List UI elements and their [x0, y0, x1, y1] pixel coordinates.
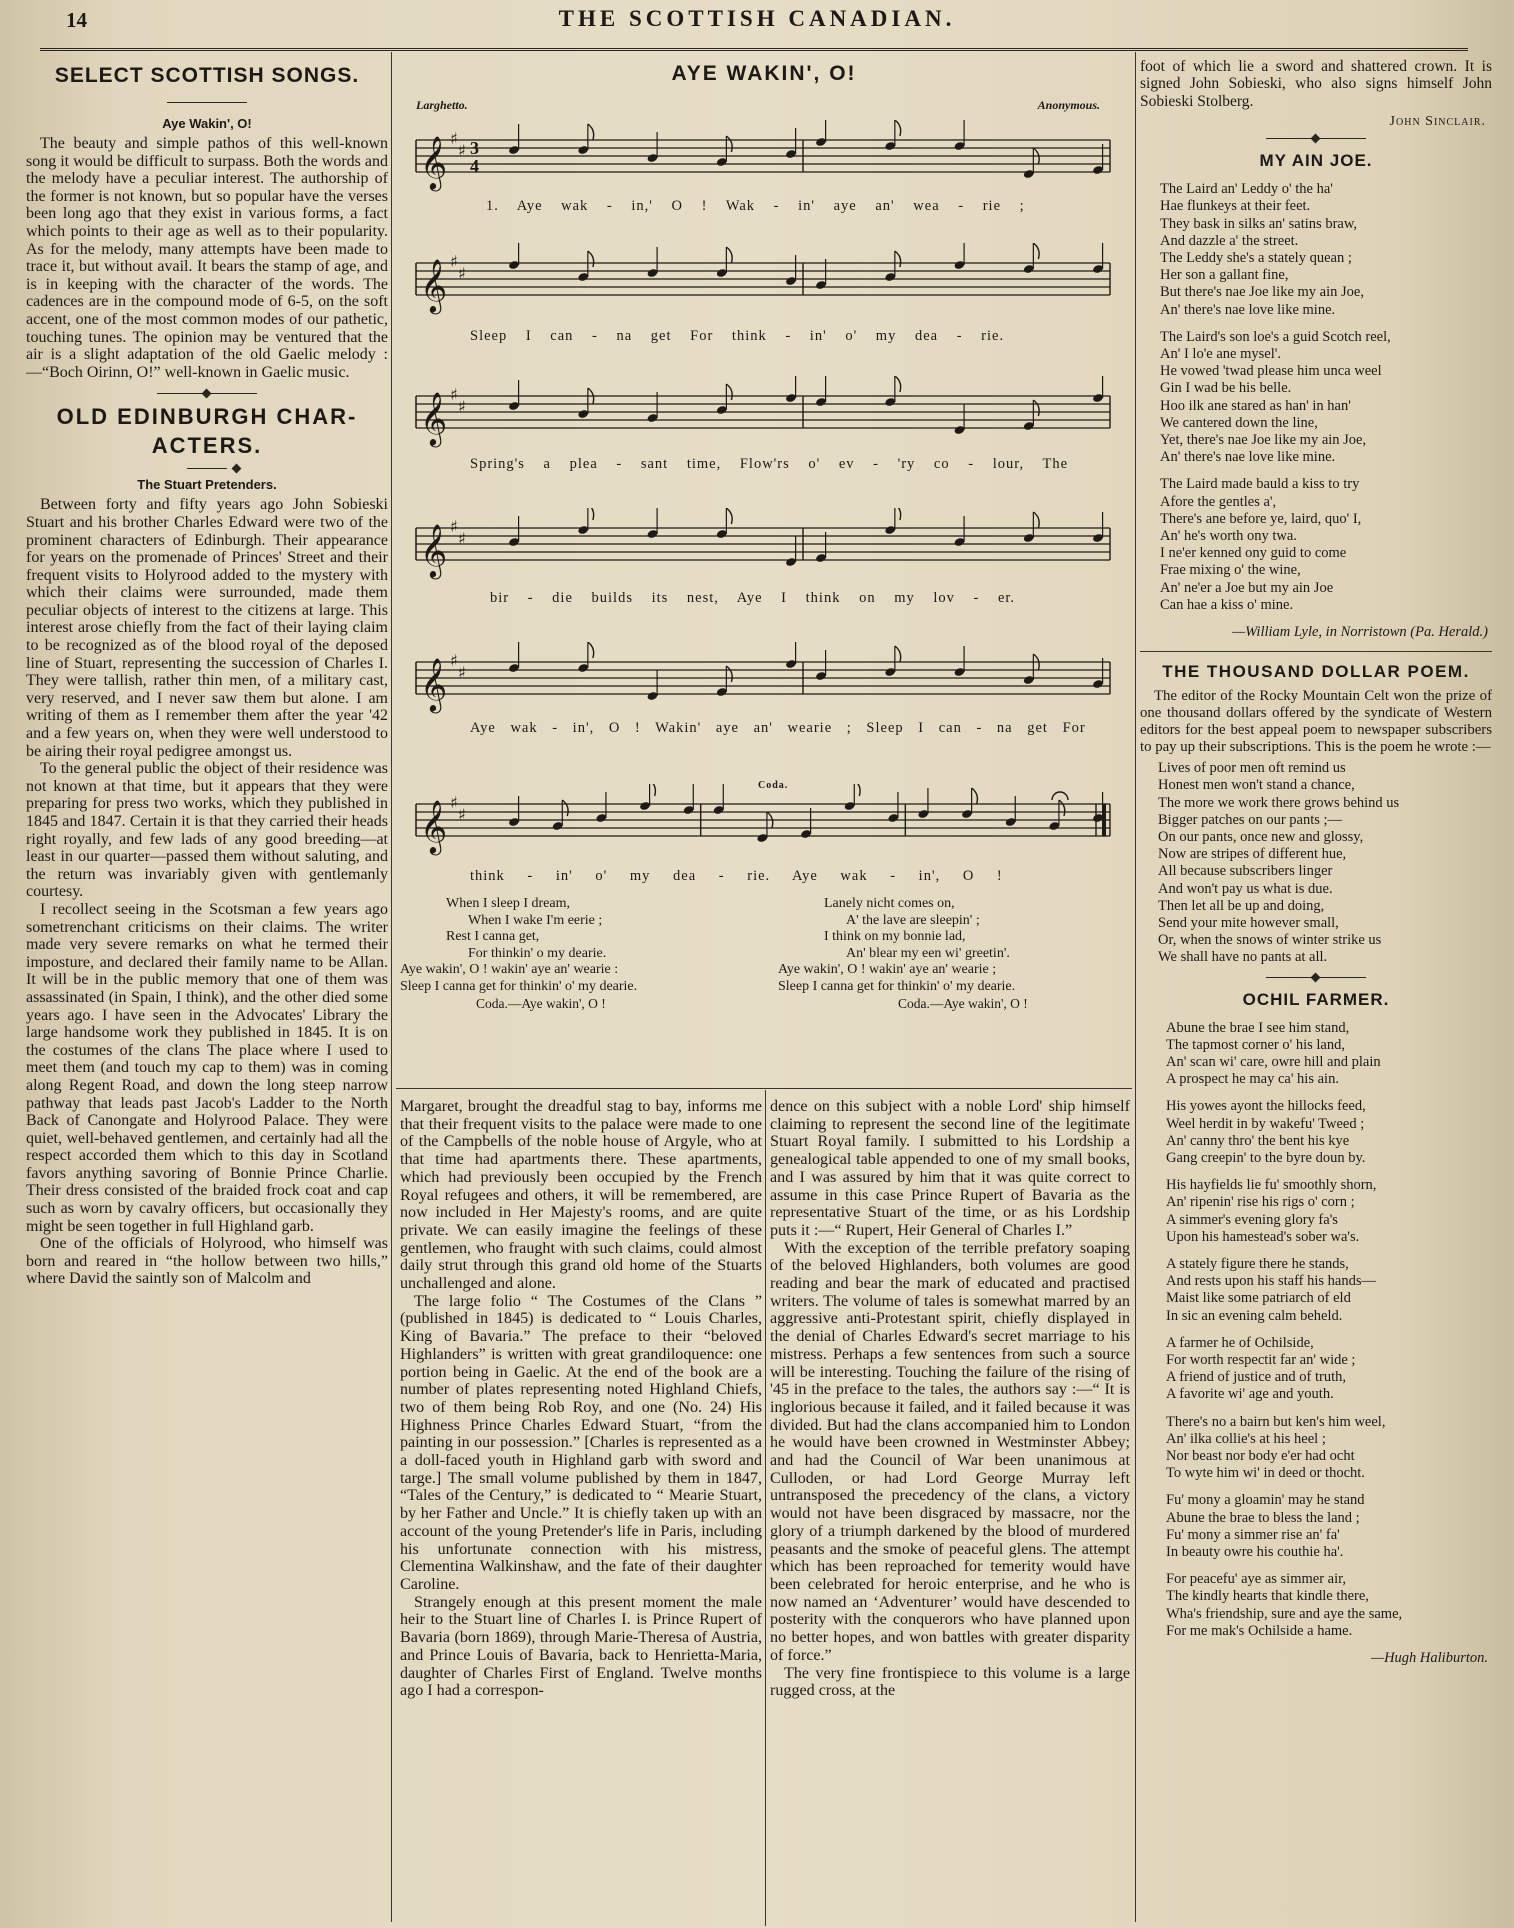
paragraph: Margaret, brought the dreadful stag to bay, informs me that their frequent visits to the palace were made to one of the Campbells of the noble house of Argyle, who at that time had apartments there. These apartments, which had previously been occupied by the French Royal refugees and others, it will be remembered, are now included in Her Majesty's rooms, and are quite private. We can easily imagine the feelings of these gentlemen, who fraught with such claims, could almost daily strut through this grand old home of the Stuarts unchallenged and alone. — [400, 1098, 762, 1293]
note-flag — [895, 251, 901, 267]
poem-title: MY AIN JOE. — [1259, 151, 1373, 171]
middle-prose-right — [770, 1098, 1130, 1924]
paragraph: With the exception of the terrible prefatory soaping of the beloved Highlanders, both volumes are good reading and bear the mark of educated and practised writers. The volume of tales is somewhat marred by an aggressive anti-Protestant spirit, chiefly displayed in the denial of Charles Edward's secret marriage to his mistress. Perhaps a few sentences from such a source will be interesting. Touching the failure of the rising of '45 in the preface to the tales, the authors say :—“ It is inglorious because it failed, and it failed because it was divided. But had the clans accompanied him to London he would have been crowned in Westminster Abbey; and had the Council of War been unanimous at Culloden, or had Lord George Murray left untransposed the precedency of the clans, a victory would not have been disgraced by massacre, nor the glory of a triumph darkened by the blood of murdered peasants and the smoke of peaceful glens. The attempt which has been reproached for temerity would have been celebrated for heroic enterprise, and he who is now named an ‘Adventurer’ would have descended to posterity with the conquerors who have planned upon no better hopes, and won battles with greater disparity of force.” — [770, 1239, 1130, 1664]
lyric-line: Aye wak - in', O ! Wakin' aye an' wearie ; Sleep I can - na get For — [470, 720, 1086, 736]
sharp-icon: ♯ — [450, 517, 458, 536]
article-title — [26, 402, 388, 460]
left-column — [26, 58, 388, 1924]
poem-stanza: A stately figure there he stands, And rests upon his staff his hands— Maist like some patriarch of eld In sic an evening calm beheld. — [1166, 1255, 1376, 1324]
lyric-line: Sleep I can - na get For think - in' o' my dea - rie. — [470, 328, 1005, 344]
music-stave — [406, 784, 1120, 870]
sharp-icon: ♯ — [450, 651, 458, 670]
note-flag — [895, 508, 901, 520]
ornament — [1266, 977, 1366, 978]
paragraph: dence on this subject with a noble Lord' ship himself claiming to represent the second line of the legitimate Stuart Royal family. I submitted to his Lordship a genealogical table appended to one of my small books, and I was assured by him that it was quite correct to assume in this case Prince Rupert of Bavaria as the representative Stuart of the time, or as his Lordship puts it :—“ Rupert, Heir General of Charles I.” — [770, 1098, 1130, 1239]
verse-line: Sleep I canna get for thinkin' o' my dearie. — [778, 978, 1016, 994]
note-flag — [854, 784, 860, 796]
middle-prose-left — [400, 1098, 762, 1924]
note-flag — [588, 642, 594, 658]
poem-title: OCHIL FARMER. — [1242, 989, 1390, 1009]
music-stave — [406, 120, 1120, 206]
article-title-line: ACTERS. — [151, 433, 263, 459]
sharp-icon: ♯ — [458, 663, 466, 682]
sharp-icon: ♯ — [450, 385, 458, 404]
note-flag — [1033, 243, 1039, 259]
article-title-line: OLD EDINBURGH CHAR- — [56, 404, 358, 430]
treble-clef-icon: 𝄞 — [420, 523, 448, 577]
composer: Anonymous. — [1037, 98, 1100, 112]
column-rule-left — [391, 52, 392, 1922]
verse-line: When I wake I'm eerie ; — [468, 912, 603, 928]
song-verses — [396, 896, 1132, 1086]
article-subtitle: The Stuart Pretenders. — [137, 477, 277, 493]
song-intro: The beauty and simple pathos of this well-known song it would be difficult to surpass. Both the words and the melody have a peculiar interest. The authorship of the former is not known, but so popular have the verses been long ago that they exist in various forms, a fact which points to their age as well as to their popularity. As for the melody, many attempts have been made to trace it, but without avail. It bears the stamp of age, and is in keeping with the character of the words. The cadences are in the compound mode of 6-5, on the soft accent, one of the most common modes of our pathetic, touching tunes. The opinion may be ventured that the air is a slight adaptation of the old Gaelic melody :—“Boch Oirinn, O!” well-known in Gaelic music. — [26, 135, 388, 381]
note-flag — [562, 800, 568, 816]
poem-attribution: —William Lyle, in Norristown (Pa. Herald.) — [1232, 624, 1488, 641]
note-flag — [726, 666, 732, 682]
note-flag — [726, 136, 732, 152]
paper-title: THE SCOTTISH CANADIAN. — [558, 6, 956, 31]
verse-line: An' blear my een wi' greetin'. — [846, 945, 1010, 961]
sheet-music — [396, 58, 1132, 1013]
poem-stanza: His yowes ayont the hillocks feed, Weel herdit in by wakefu' Tweed ; An' canny thro' the bent his kye Gang creepin' to the byre doun by. — [1166, 1098, 1366, 1166]
signature: John Sinclair. — [1389, 114, 1486, 130]
middle-column — [396, 58, 1132, 1926]
paragraph: I recollect seeing in the Scotsman a few years ago sometrenchant criticisms on their claims. The writer made very severe remarks on what he termed their imposture, and declared their family name to be Allan. It will be in the public memory that one of them was assassinated (in Spain, I think), and the other died some years ago. I have seen in the Advocates' Library the large handsome work they published in 1845. It is on the costumes of the clans The place where I used to meet them (and touch my cap to them) was in coming along Regent Road, and down the long steep narrow pathway that leads past Jacob's Ladder to the North Back of Canongate and Holyrood Palace. They were quiet, well-behaved gentlemen, and certainly had all the respect accorded them which to this day in Scotland favors anything savoring of Bonnie Prince Charlie. Their dress consisted of the braided frock coat and cap such as worn by cavalry officers, but occasionally they might be seen together in full Highland garb. — [26, 900, 388, 1235]
section-title: SELECT SCOTTISH SONGS. — [54, 64, 360, 87]
poem-title: THE THOUSAND DOLLAR POEM. — [1162, 662, 1470, 682]
note-flag — [1059, 800, 1065, 816]
section-rule — [396, 1088, 1132, 1089]
poem-stanza: Abune the brae I see him stand, The tapmost corner o' his land, An' scan wi' care, owre hill and plain A prospect he may ca' his ain. — [1166, 1019, 1381, 1088]
treble-clef-icon: 𝄞 — [420, 258, 448, 312]
page-number: 14 — [66, 8, 87, 32]
poem-intro: The editor of the Rocky Mountain Celt won the prize of one thousand dollars offered by the syndicate of Western editors for the best appeal poem to newspaper subscribers to pay up their subscriptions. This is the poem he wrote :— — [1140, 688, 1492, 756]
treble-clef-icon: 𝄞 — [420, 799, 448, 853]
ornament — [26, 94, 388, 108]
sharp-icon: ♯ — [458, 529, 466, 548]
note-flag — [650, 784, 656, 796]
note-flag — [895, 120, 901, 136]
lyric-line: think - in' o' my dea - rie. Aye wak - in', O ! — [470, 868, 1003, 884]
poem-stanza: The Laird made bauld a kiss to try Afore the gentles a', There's ane before ye, laird, quo' I, An' he's worth ony twa. I ne'er kenned ony guid to come Frae mixing o' the wine, An' ne'er a Joe but my ain Joe Can hae a kiss o' mine. — [1160, 476, 1362, 613]
poem-text: Lives of poor men oft remind us Honest men won't stand a chance, The more we work there grows behind us Bigger patches on our pants ;— On our pants, once new and glossy, Now are stripes of different hue, All because subscribers linger And won't pay us what is due. Then let all be up and doing, Send your mite however small, Or, when the snows of winter strike us We shall have no pants at all. — [1158, 760, 1400, 966]
note-flag — [895, 646, 901, 662]
verse-line: When I sleep I dream, — [446, 896, 570, 911]
sharp-icon: ♯ — [450, 129, 458, 148]
running-header — [0, 0, 1514, 46]
note-flag — [1033, 400, 1039, 416]
verse-line: Rest I canna get, — [446, 929, 540, 945]
paragraph: Between forty and fifty years ago John Sobieski Stuart and his brother Charles Edward were two of the prominent characters of Edinburgh. Their appearance for years on the promenade of Princes' Street and their frequent visits to Holyrood added to the mystery with which their claims were surrounded, made them peculiar objects of interest to the citizens at large. This interest arose chiefly from the fact of their laying claim to be recognized as of the blood royal of the deposed line of Stuart, representing the succession of Charles I. They were tallish, rather thin men, of a military cast, very reserved, and I never saw them but alone. I am writing of them as I remember them after the year '42 and a few years on, when they were well understood to be airing their royal pedigree amongst us. — [26, 496, 388, 760]
note-flag — [726, 384, 732, 400]
note-flag — [1033, 512, 1039, 528]
column-rule-right — [1135, 52, 1136, 1922]
music-stave — [406, 508, 1120, 594]
poem-attribution: —Hugh Haliburton. — [1371, 1650, 1488, 1667]
coda-label: Coda. — [758, 780, 789, 791]
lyric-line: Spring's a plea - sant time, Flow'rs o' ev - 'ry co - lour, The — [470, 456, 1069, 472]
column-rule-middle — [765, 1090, 766, 1926]
paragraph: The very fine frontispiece to this volume is a large rugged cross, at the — [770, 1664, 1130, 1700]
verse-line: A' the lave are sleepin' ; — [846, 912, 980, 928]
note-flag — [726, 247, 732, 263]
treble-clef-icon: 𝄞 — [420, 657, 448, 711]
poem-stanza: The Laird's son loe's a guid Scotch reel, An' I lo'e ane mysel'. He vowed 'twad please him unca weel Gin I wad be his belle. Hoo ilk ane stared as han' in han' We cantered down the line, Yet, there's nae Joe like my ain Joe, An' there's nae love like mine. — [1160, 328, 1391, 466]
verse-2 — [400, 896, 760, 1012]
paragraph: To the general public the object of their residence was not known at that time, but it appears that they were preparing for press two works, which they published in 1845 and 1847. Certain it is that they carried their heads right royally, and few lads of any good breeding—at least in our quarter—passed them without saluting, and the return was invariably given with gentlemanly courtesy. — [26, 760, 388, 901]
sharp-icon: ♯ — [458, 397, 466, 416]
lyric-line: 1. Aye wak - in,' O ! Wak - in' aye an' wea - rie ; — [486, 198, 1025, 214]
time-signature: 3 — [470, 138, 479, 158]
sharp-icon: ♯ — [450, 793, 458, 812]
paragraph: One of the officials of Holyrood, who himself was born and reared in “the hollow between two hills,” where David the saintly son of Malcolm and — [26, 1235, 388, 1288]
note-flag — [895, 376, 901, 392]
ornament — [157, 393, 257, 394]
song-subtitle: Aye Wakin', O! — [162, 116, 252, 131]
verse-line: Aye wakin', O ! wakin' aye an' wearie : — [400, 962, 619, 978]
note-flag — [588, 508, 594, 520]
note-flag — [972, 788, 978, 804]
verse-line: Coda.—Aye wakin', O ! — [898, 995, 1028, 1011]
poem-stanza: For peacefu' aye as simmer air, The kindly hearts that kindle there, Wha's friendship, sure and aye the same, For me mak's Ochilside a hame. — [1166, 1571, 1403, 1639]
verse-line: For thinkin' o my dearie. — [468, 945, 607, 961]
treble-clef-icon: 𝄞 — [420, 135, 448, 189]
music-stave — [406, 243, 1120, 329]
verse-3 — [778, 896, 1128, 1012]
poem-stanza: His hayfields lie fu' smoothly shorn, An' ripenin' rise his rigs o' corn ; A simmer's evening glory fa's Upon his hamestead's sober wa's. — [1166, 1177, 1377, 1245]
verse-line: I think on my bonnie lad, — [824, 929, 966, 945]
fermata-icon — [1052, 792, 1068, 800]
sharp-icon: ♯ — [458, 805, 466, 824]
verse-line: Sleep I canna get for thinkin' o' my dearie. — [400, 978, 638, 994]
tempo-marking: Larghetto. — [416, 98, 468, 112]
paragraph: The large folio “ The Costumes of the Clans ” (published in 1845) is dedicated to “ Louis Charles, King of Bavaria.” The preface to their “beloved Highlanders” is written with great grandiloquence: one portion being in Gaelic. At the end of the book are a number of plates representing noted Highland Chiefs, two of them being Rob Roy, and one (No. 24) His Highness Prince Charles Edward Stuart, “from the painting in our possession.” [Charles is represented as a a doll-faced youth in Highland garb with sword and targe.] The small volume published by them in 1847, “Tales of the Century,” is dedicated to “ Mearie Stuart, by her Father and Uncle.” It is chiefly taken up with an account of the young Pretender's life in Paris, including his unfortunate connection with his mistress, Clementina Walkinshaw, and the fate of their daughter Caroline. — [400, 1292, 762, 1593]
poem-stanza: The Laird an' Leddy o' the ha' Hae flunkeys at their feet. They bask in silks an' satins braw, And dazzle a' the street. The Leddy she's a stately quean ; Her son a gallant fine, But there's nae Joe like my ain Joe, An' there's nae love like mine. — [1160, 181, 1364, 318]
right-column — [1140, 58, 1492, 1924]
section-rule — [1140, 651, 1492, 652]
note-flag — [588, 251, 594, 267]
note-flag — [588, 124, 594, 140]
verse-line: Aye wakin', O ! wakin' aye an' wearie ; — [778, 962, 997, 978]
music-stave — [406, 376, 1120, 462]
verse-line: Coda.—Aye wakin', O ! — [476, 995, 606, 1011]
sharp-icon: ♯ — [458, 141, 466, 160]
song-title: AYE WAKIN', O! — [671, 62, 857, 85]
poem-stanza: There's no a bairn but ken's him weel, An' ilka collie's at his heel ; Nor beast nor body e'er had ocht To wyte him wi' in deed or thocht. — [1166, 1413, 1386, 1482]
ornament — [187, 468, 227, 469]
time-signature: 4 — [470, 156, 479, 176]
poem-stanza: Fu' mony a gloamin' may he stand Abune the brae to bless the land ; Fu' mony a simmer rise an' fa' In beauty owre his couthie ha'. — [1166, 1492, 1365, 1561]
continued-text: foot of which lie a sword and shattered crown. It is signed John Sobieski, who also signs himself John Sobieski Stolberg. — [1140, 58, 1492, 110]
paragraph: Strangely enough at this present moment the male heir to the Stuart line of Charles I. is Prince Rupert of Bavaria (born 1869), through Marie-Theresa of Austria, and Prince Louis of Bavaria, back to Henrietta-Maria, daughter of Charles First of England. Twelve months ago I had a correspon- — [400, 1593, 762, 1700]
poem-stanza: A farmer he of Ochilside, For worth respectit far an' wide ; A friend of justice and of truth, A favorite wi' age and youth. — [1166, 1334, 1356, 1403]
header-rule — [40, 48, 1468, 51]
verse-line: Lanely nicht comes on, — [824, 896, 955, 911]
treble-clef-icon: 𝄞 — [420, 391, 448, 445]
ornament — [1266, 138, 1366, 139]
sharp-icon: ♯ — [450, 252, 458, 271]
lyric-line: bir - die builds its nest, Aye I think on my lov - er. — [490, 590, 1016, 606]
sharp-icon: ♯ — [458, 264, 466, 283]
music-stave — [406, 642, 1120, 728]
note-flag — [726, 508, 732, 524]
